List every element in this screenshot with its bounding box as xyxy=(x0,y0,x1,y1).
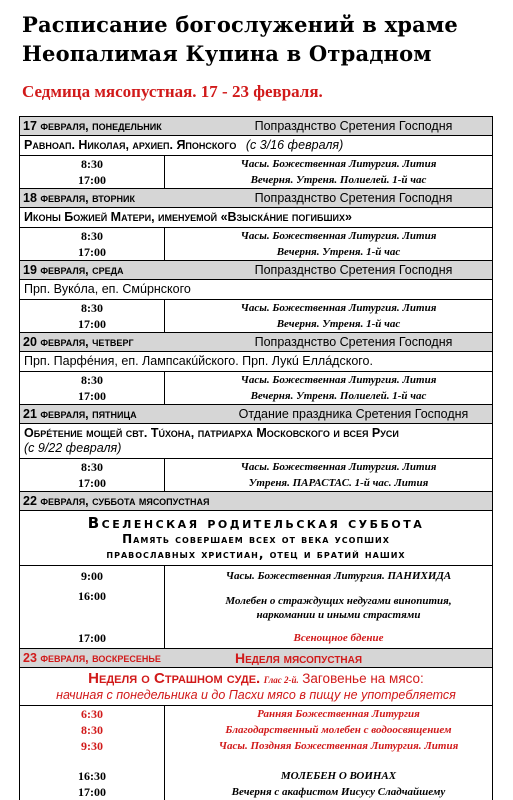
day-feast: Попразднство Сретения Господня xyxy=(254,335,453,349)
service-names: Ранняя Божественная Литургия Благодарственный молебен с водоосвящением Часы. Поздняя Божественная Литургия. Лития МОЛЕБЕН О ВОИНАХ Вечерня с акафистом Иисусу Сладчайшему xyxy=(218,708,459,798)
sunday-commemoration: Неделя о Страшном суде. Глас 2-й. Заговенье на мясо: начиная с понедельника и до Пасхи мясо в пищу не употребляется xyxy=(20,668,492,706)
day-date: 20 февраля, четверг xyxy=(23,335,134,349)
day-saint: Равноап. Николая, архиеп. Японского (с 3/16 февраля) xyxy=(20,136,492,156)
page-title-line1: Расписание богослужений в храме xyxy=(22,12,458,37)
day-services xyxy=(20,300,492,333)
schedule-table xyxy=(19,116,493,800)
service-names: Часы. Божественная Литургия. Лития Вечерня. Утреня. 1-й час xyxy=(240,230,437,258)
day-date: 21 февраля, пятница xyxy=(23,407,137,421)
sunday-services xyxy=(20,706,492,800)
page-title-line2: Неопалимая Купина в Отрадном xyxy=(22,41,432,66)
week-subtitle: Седмица мясопустная. 17 - 23 февраля. xyxy=(22,82,323,101)
day-saint: Прп. Вукóла, еп. Смúрнского xyxy=(20,280,492,300)
service-times: 8:30 17:00 xyxy=(20,372,165,404)
day-date: 19 февраля, среда xyxy=(23,263,124,277)
day-feast: Неделя мясопустная xyxy=(235,650,363,666)
day-date: 17 февраля, понедельник xyxy=(23,119,162,133)
service-names: Часы. Божественная Литургия. Лития Вечерня. Утреня. 1-й час xyxy=(240,302,437,330)
service-times: 8:30 17:00 xyxy=(20,156,165,188)
day-header xyxy=(20,261,492,280)
service-names: Часы. Божественная Литургия. Лития Вечерня. Утреня. Полиелей. 1-й час xyxy=(240,374,437,402)
day-feast: Отдание праздника Сретения Господня xyxy=(238,407,469,421)
day-feast: Попразднство Сретения Господня xyxy=(254,119,453,133)
service-times: 8:30 17:00 xyxy=(20,459,165,491)
service-times: 9:00 16:00 17:00 xyxy=(20,566,165,648)
day-services xyxy=(20,459,492,492)
service-names: Часы. Божественная Литургия. Лития Утреня. ПАРАСТАС. 1-й час. Лития xyxy=(240,461,437,489)
service-names: Часы. Божественная Литургия. ПАНИХИДА Молебен о страждущих недугами винопития, наркомании и иными страстями Всенощное бдение xyxy=(225,570,452,644)
day-saint: Прп. Парфéния, еп. Лампсакúйского. Прп. Лукú Еллáдского. xyxy=(20,352,492,372)
day-feast: Попразднство Сретения Господня xyxy=(254,263,453,277)
service-times: 8:30 17:00 xyxy=(20,300,165,332)
service-times: 8:30 17:00 xyxy=(20,228,165,260)
day-date: 18 февраля, вторник xyxy=(23,191,136,205)
day-date: 23 февраля, воскресенье xyxy=(23,651,161,665)
day-services xyxy=(20,228,492,261)
service-times: 6:30 8:30 9:30 16:30 17:00 xyxy=(20,706,165,800)
day-services xyxy=(20,156,492,189)
day-date: 22 февраля, суббота мясопустная xyxy=(23,494,210,508)
day-header xyxy=(20,189,492,208)
day-services xyxy=(20,372,492,405)
day-header xyxy=(20,649,492,668)
saturday-services xyxy=(20,566,492,649)
day-header xyxy=(20,333,492,352)
day-header xyxy=(20,117,492,136)
day-header xyxy=(20,492,492,511)
day-feast: Попразднство Сретения Господня xyxy=(254,191,453,205)
day-header xyxy=(20,405,492,424)
day-saint: Обрéтение мощей свт. Тúхона, патриарха Московского и всея Руси (с 9/22 февраля) xyxy=(20,424,492,459)
day-saint: Иконы Божией Матери, именуемой «Взыскáние погибших» xyxy=(20,208,492,228)
service-names: Часы. Божественная Литургия. Лития Вечерня. Утреня. Полиелей. 1-й час xyxy=(240,158,437,186)
saturday-commemoration: Вселенская родительская суббота Память совершаем всех от века усопших православных христиан, отец и братий наших xyxy=(20,511,492,566)
